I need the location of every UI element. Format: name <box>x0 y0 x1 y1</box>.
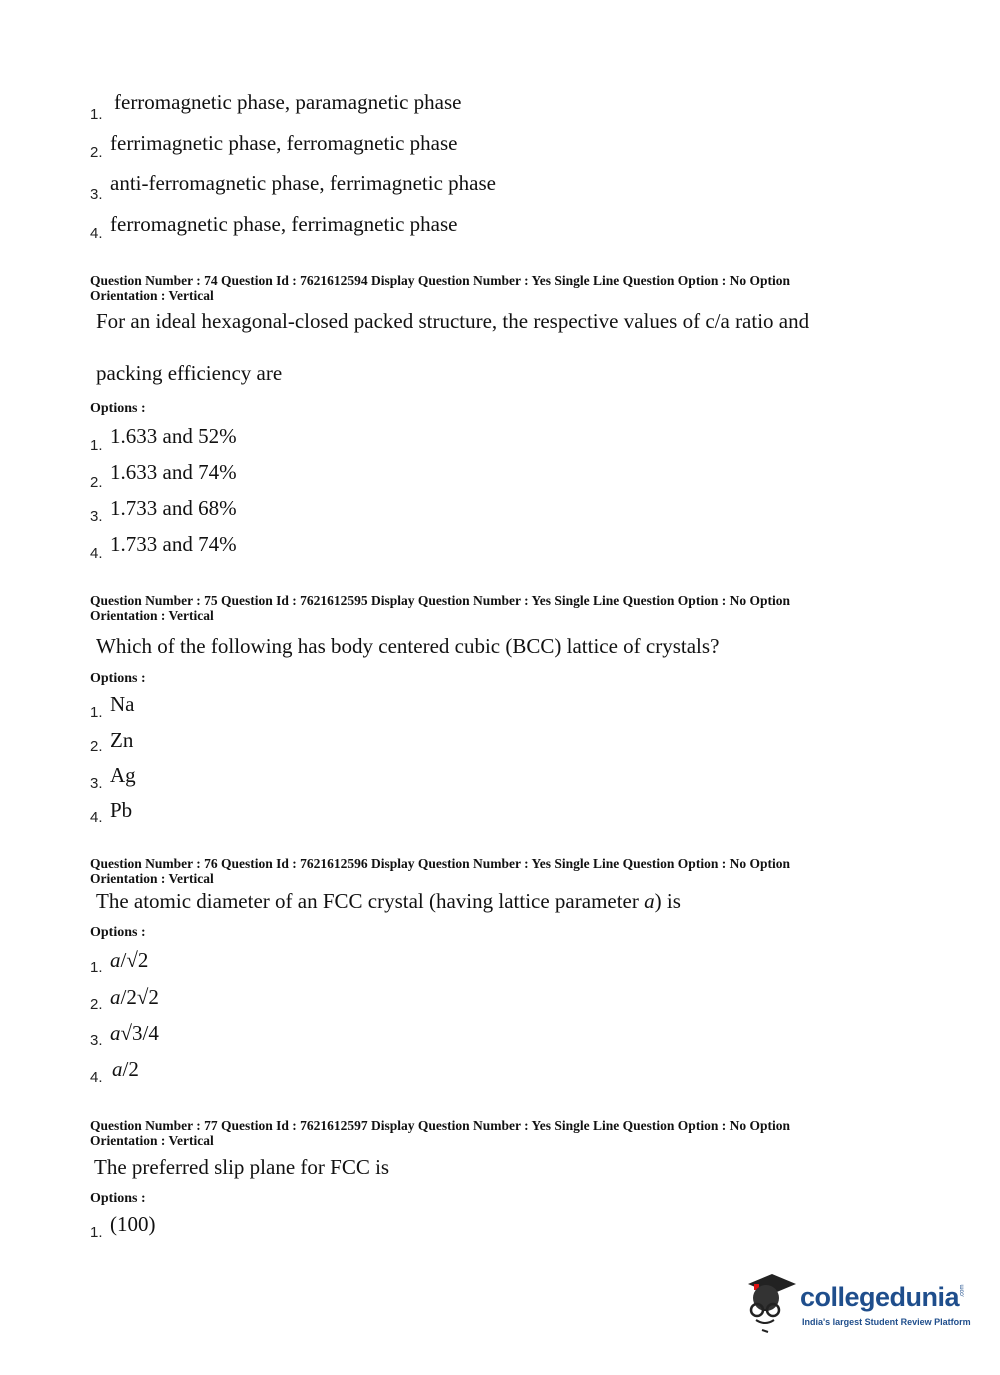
meta-line: Orientation : Vertical <box>90 288 214 303</box>
brand-suffix: .com <box>959 1284 966 1298</box>
option-formula <box>110 985 159 1010</box>
option-text: ferrimagnetic phase, ferromagnetic phase <box>110 131 458 155</box>
option-formula <box>112 1057 139 1082</box>
option-number: 3. <box>90 508 103 525</box>
option-number: 1. <box>90 704 103 721</box>
meta-line: Orientation : Vertical <box>90 1133 214 1148</box>
option-text: 1.733 and 74% <box>110 532 237 556</box>
formula-rest: /2√2 <box>120 985 159 1009</box>
lattice-parameter-variable: a <box>644 889 655 913</box>
meta-line: Question Number : 77 Question Id : 7621612597 Display Question Number : Yes Single Line Question Option : No Option <box>90 1118 790 1133</box>
option-text: ferromagnetic phase, paramagnetic phase <box>114 90 462 114</box>
option-number: 1. <box>90 1224 103 1241</box>
option-text: (100) <box>110 1212 156 1236</box>
question-77-text: The preferred slip plane for FCC is <box>94 1155 390 1179</box>
formula-variable: a <box>110 948 121 972</box>
options-label: Options : <box>90 671 146 686</box>
question-74-text-line2: packing efficiency are <box>96 361 283 385</box>
option-number: 3. <box>90 186 103 203</box>
option-number: 2. <box>90 738 103 755</box>
option-text: Na <box>110 692 135 716</box>
option-text: Zn <box>110 728 134 752</box>
option-text: 1.633 and 74% <box>110 460 237 484</box>
question-76-meta <box>90 856 870 886</box>
option-number: 2. <box>90 144 103 161</box>
question-75-text: Which of the following has body centered cubic (BCC) lattice of crystals? <box>96 634 720 658</box>
question-74-text-line1: For an ideal hexagonal-closed packed structure, the respective values of c/a ratio and <box>96 309 810 333</box>
option-number: 2. <box>90 474 103 491</box>
formula-rest: /2 <box>122 1057 139 1081</box>
option-text: anti-ferromagnetic phase, ferrimagnetic phase <box>110 171 496 195</box>
option-number: 1. <box>90 106 103 123</box>
option-number: 1. <box>90 959 103 976</box>
option-number: 3. <box>90 775 103 792</box>
option-number: 2. <box>90 996 103 1013</box>
meta-line: Question Number : 75 Question Id : 7621612595 Display Question Number : Yes Single Line Question Option : No Option <box>90 593 790 608</box>
formula-rest: √3/4 <box>120 1021 159 1045</box>
question-77-meta <box>90 1118 870 1148</box>
question-75-meta <box>90 593 870 623</box>
options-label: Options : <box>90 1191 146 1206</box>
option-text: Pb <box>110 798 133 822</box>
option-text: 1.733 and 68% <box>110 496 237 520</box>
meta-line: Orientation : Vertical <box>90 608 214 623</box>
formula-variable: a <box>110 1021 121 1045</box>
meta-line: Orientation : Vertical <box>90 871 214 886</box>
meta-line: Question Number : 74 Question Id : 7621612594 Display Question Number : Yes Single Line Question Option : No Option <box>90 273 790 288</box>
option-number: 3. <box>90 1032 103 1049</box>
option-number: 4. <box>90 545 103 562</box>
formula-variable: a <box>112 1057 123 1081</box>
option-number: 4. <box>90 225 103 242</box>
mascot-icon <box>742 1270 798 1336</box>
question-text-part: ) is <box>654 889 681 913</box>
option-number: 1. <box>90 437 103 454</box>
brand-tagline: India's largest Student Review Platform <box>802 1317 971 1327</box>
question-76-text <box>96 889 681 914</box>
option-number: 4. <box>90 1069 103 1086</box>
option-formula <box>110 948 148 973</box>
option-number: 4. <box>90 809 103 826</box>
formula-variable: a <box>110 985 121 1009</box>
question-74-meta <box>90 273 870 303</box>
options-label: Options : <box>90 925 146 940</box>
option-text: Ag <box>110 763 136 787</box>
formula-rest: /√2 <box>120 948 149 972</box>
meta-line: Question Number : 76 Question Id : 7621612596 Display Question Number : Yes Single Line Question Option : No Option <box>90 856 790 871</box>
collegedunia-logo[interactable] <box>742 1270 972 1340</box>
option-text: 1.633 and 52% <box>110 424 237 448</box>
options-label: Options : <box>90 401 146 416</box>
option-text: ferromagnetic phase, ferrimagnetic phase <box>110 212 458 236</box>
option-formula <box>110 1021 159 1046</box>
brand-name: collegedunia <box>800 1282 960 1312</box>
question-text-part: The atomic diameter of an FCC crystal (having lattice parameter <box>96 889 645 913</box>
